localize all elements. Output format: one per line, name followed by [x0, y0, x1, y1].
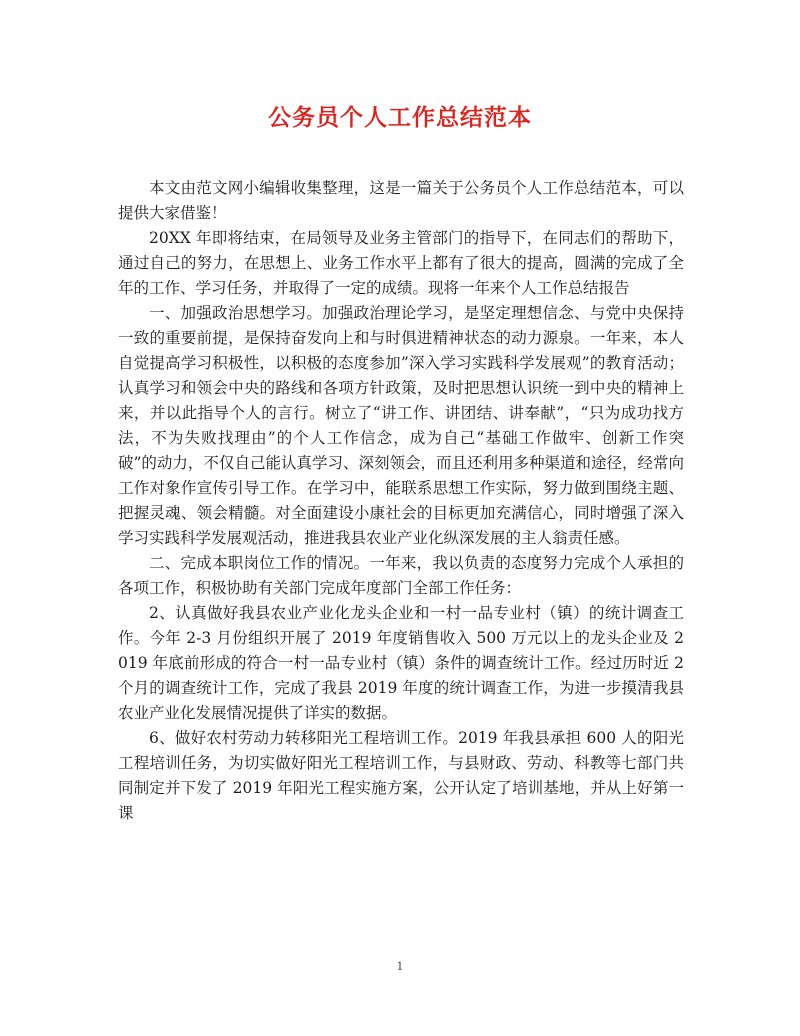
paragraph-sunshine-training: 6、做好农村劳动力转移阳光工程培训工作。2019 年我县承担 600 人的阳光工程培训任务，为切实做好阳光工程培训工作，与县财政、劳动、科教等七部门共同制定并下发了 2019 年阳光工程实施方案，公开认定了培训基地，并从上好第一课	[118, 729, 684, 822]
document-body	[118, 176, 684, 826]
paragraph-intro: 本文由范文网小编辑收集整理，这是一篇关于公务员个人工作总结范本，可以提供大家借鉴！	[118, 179, 684, 222]
paragraph-job-duties: 二、完成本职岗位工作的情况。一年来，我以负责的态度努力完成个人承担的各项工作，积极协助有关部门完成年度部门全部工作任务：	[118, 554, 684, 597]
paragraph-political-study: 一、加强政治思想学习。加强政治理论学习，是坚定理想信念、与党中央保持一致的重要前提，是保持奋发向上和与时俱进精神状态的动力源泉。一年来，本人自觉提高学习积极性，以积极的态度参加”深入学习实践科学发展观”的教育活动；认真学习和领会中央的路线和各项方针政策，及时把思想认识统一到中央的精神上来，并以此指导个人的言行。树立了“讲工作、讲团结、讲奉献”，“只为成功找方法，不为失败找理由”的个人工作信念，成为自己“基础工作做牢、创新工作突破”的动力，不仅自己能认真学习、深刻领会，而且还利用多种渠道和途径，经常向工作对象作宣传引导工作。在学习中，能联系思想工作实际，努力做到围绕主题、把握灵魂、领会精髓。对全面建设小康社会的目标更加充满信心，同时增强了深入学习实践科学发展观活动，推进我县农业产业化纵深发展的主人翁责任感。	[118, 304, 684, 547]
paragraph-statistics-survey: 2、认真做好我县农业产业化龙头企业和一村一品专业村（镇）的统计调查工作。今年 2-3 月份组织开展了 2019 年度销售收入 500 万元以上的龙头企业及 2019 年底前形成的符合一村一品专业村（镇）条件的调查统计工作。经过历时近 2 个月的调查统计工作，完成了我县 2019 年度的统计调查工作，为进一步摸清我县农业产业化发展情况提供了详实的数据。	[118, 604, 684, 722]
document-title: 公务员个人工作总结范本	[268, 104, 532, 131]
paragraph-summary: 20XX 年即将结束，在局领导及业务主管部门的指导下，在同志们的帮助下，通过自己的努力，在思想上、业务工作水平上都有了很大的提高，圆满的完成了全年的工作、学习任务，并取得了一定的成绩。现将一年来个人工作总结报告	[118, 229, 684, 297]
page-number: 1	[396, 960, 404, 973]
